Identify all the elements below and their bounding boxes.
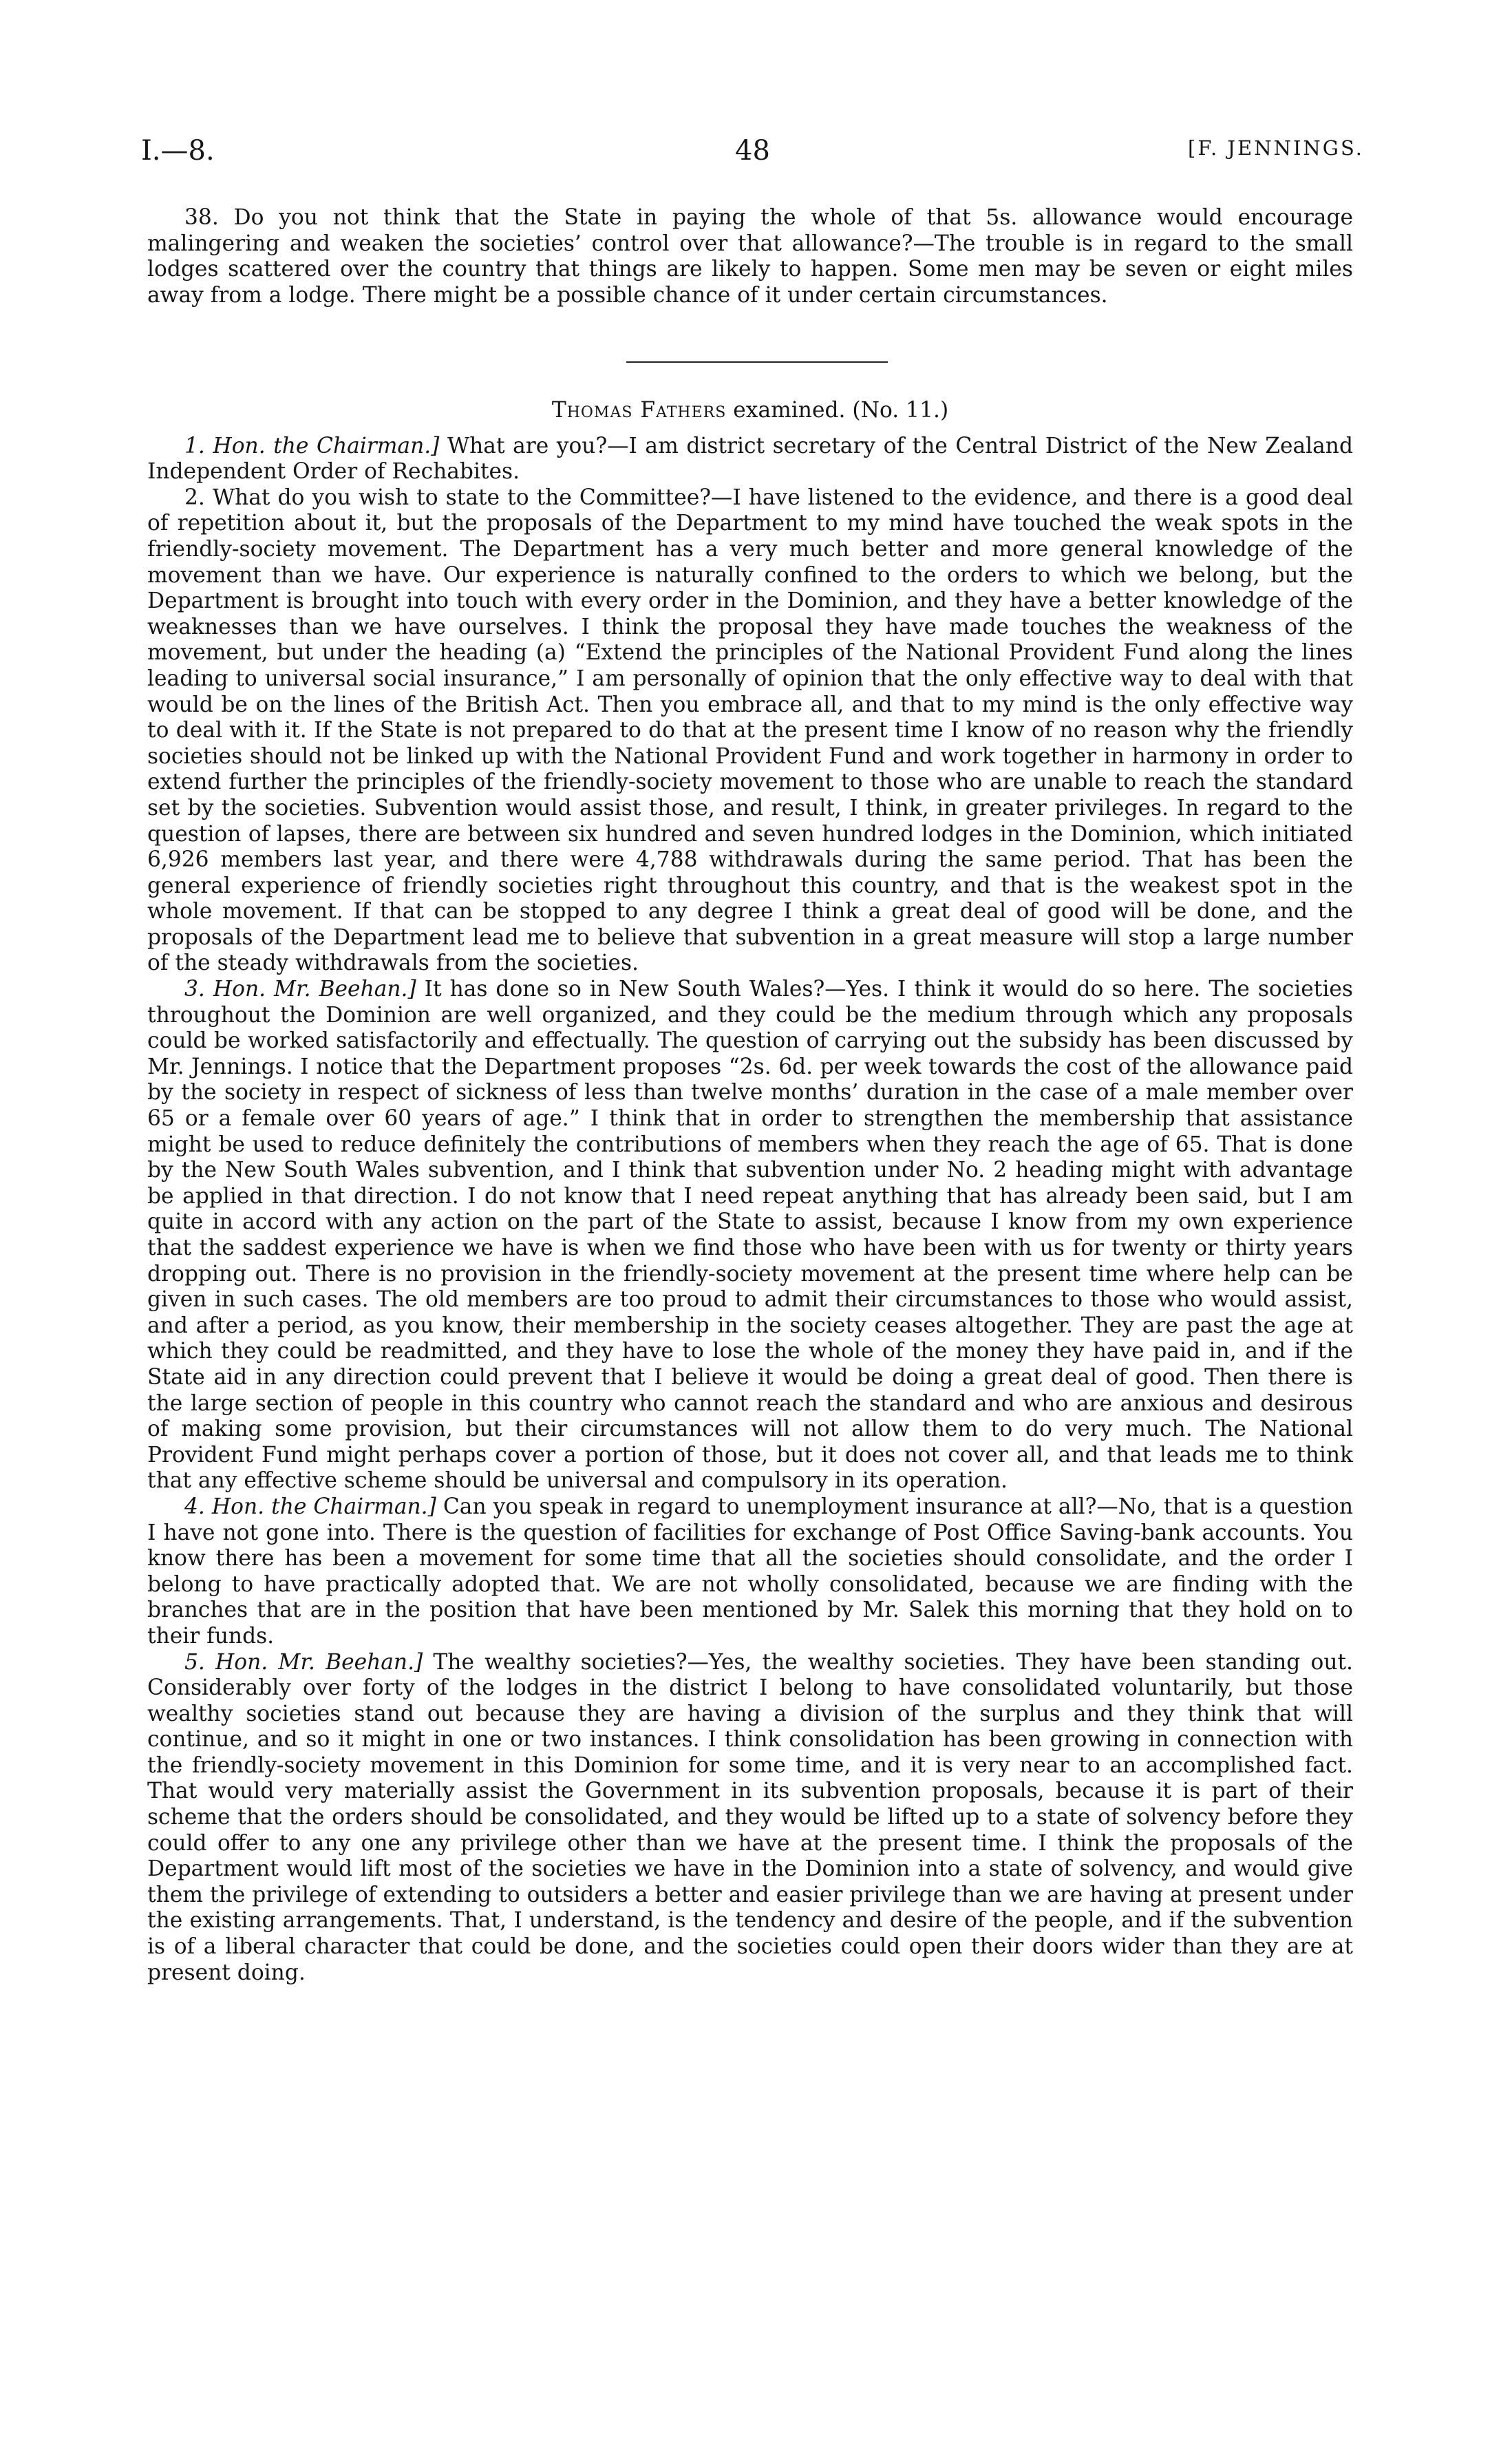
question-speaker: 1. Hon. the Chairman.] <box>184 433 440 458</box>
carryover-block <box>147 205 1353 308</box>
witness-name: Thomas Fathers <box>551 398 727 423</box>
question-5-paragraph <box>147 1650 1353 1987</box>
section-heading-suffix: examined. (No. 11.) <box>726 398 949 423</box>
running-header <box>141 135 1364 176</box>
question-speaker: 5. Hon. Mr. Beehan.] <box>184 1649 423 1675</box>
question-2-paragraph <box>147 485 1353 977</box>
question-text: Can you speak in regard to unemployment insurance at all?—No, that is a question I have not gone into. There is the question of facilities for exchange of Post Office Saving-bank accounts. You know there has been a movement for some time that all the societies should consolidate, and the order I belong to have practically adopted that. We are not wholly consolidated, because we are finding with the branches that are in the position that have been mentioned by Mr. Salek this morning that they hold on to their funds. <box>147 1494 1353 1649</box>
header-page-number: 48 <box>735 135 770 167</box>
question-3-paragraph <box>147 977 1353 1494</box>
question-1-paragraph <box>147 434 1353 485</box>
question-speaker: 3. Hon. Mr. Beehan.] <box>184 977 416 1002</box>
header-series-code: I.—8. <box>141 135 215 167</box>
section-divider <box>626 361 888 363</box>
question-speaker: 4. Hon. the Chairman.] <box>184 1494 436 1519</box>
question-38-paragraph: 38. Do you not think that the State in paying the whole of that 5s. allowance would encourage malingering and weaken the societies’ control over that allowance?—The trouble is in regard to the small lodges scattered over the country that things are likely to happen. Some men may be seven or eight miles away from a lodge. There might be a possible chance of it under certain circumstances. <box>147 205 1353 308</box>
question-text: The wealthy societies?—Yes, the wealthy societies. They have been standing out. Considerably over forty of the lodges in the district I belong to have consolidated voluntarily, but those wealthy societies stand out because they are having a division of the surplus and they think that will continue, and so it might in one or two instances. I think consolidation has been growing in connection with the friendly-society movement in this Dominion for some time, and it is very near to an accomplished fact. That would very materially assist the Government in its subvention proposals, because it is part of their scheme that the orders should be consolidated, and they would be lifted up to a state of solvency before they could offer to any one any privilege other than we have at the present time. I think the proposals of the Department would lift most of the societies we have in the Dominion into a state of solvency, and would give them the privilege of extending to outsiders a better and easier privilege than we are having at present under the existing arrangements. That, I understand, is the tendency and desire of the people, and if the subvention is of a liberal character that could be done, and the societies could open their doors wider than they are at present doing. <box>147 1649 1354 1985</box>
question-text: 2. What do you wish to state to the Committee?—I have listened to the evidence, and there is a good deal of repetition about it, but the proposals of the Department to my mind have touched the weak spots in the friendly-society movement. The Department has a very much better and more general knowledge of the movement than we have. Our experience is naturally confined to the orders to which we belong, but the Department is brought into touch with every order in the Dominion, and they have a better knowledge of the weaknesses than we have ourselves. I think the proposal they have made touches the weakness of the movement, but under the heading (a) “Extend the principles of the National Provident Fund along the lines leading to universal social insurance,” I am personally of opinion that the only effective way to deal with that would be on the lines of the British Act. Then you embrace all, and that to my mind is the only effective way to deal with it. If the State is not prepared to do that at the present time I know of no reason why the friendly societies should not be linked up with the National Provident Fund and work together in harmony in order to extend further the principles of the friendly-society movement to those who are unable to reach the standard set by the societies. Subvention would assist those, and result, I think, in greater privileges. In regard to the question of lapses, there are between six hundred and seven hundred lodges in the Dominion, which initiated 6,926 members last year, and there were 4,788 withdrawals during the same period. That has been the general experience of friendly societies right throughout this country, and that is the weakest spot in the whole movement. If that can be stopped to any degree I think a great deal of good will be done, and the proposals of the Department lead me to believe that subvention in a great measure will stop a large number of the steady withdrawals from the societies. <box>147 485 1353 976</box>
section-heading <box>147 398 1353 424</box>
question-4-paragraph <box>147 1494 1353 1650</box>
testimony-block <box>147 398 1353 1986</box>
question-text: It has done so in New South Wales?—Yes. I think it would do so here. The societies throughout the Dominion are well organized, and they could be the medium through which any proposals could be worked satisfactorily and effectually. The question of carrying out the subsidy has been discussed by Mr. Jennings. I notice that the Department proposes “2s. 6d. per week towards the cost of the allowance paid by the society in respect of sickness of less than twelve months’ duration in the case of a male member over 65 or a female over 60 years of age.” I think that in order to strengthen the membership that assistance might be used to reduce definitely the contributions of members when they reach the age of 65. That is done by the New South Wales subvention, and I think that subvention under No. 2 heading might with advantage be applied in that direction. I do not know that I need repeat anything that has already been said, but I am quite in accord with any action on the part of the State to assist, because I know from my own experience that the saddest experience we have is when we find those who have been with us for twenty or thirty years dropping out. There is no provision in the friendly-society movement at the present time where help can be given in such cases. The old members are too proud to admit their circumstances to those who would assist, and after a period, as you know, their membership in the society ceases altogether. They are past the age at which they could be readmitted, and they have to lose the whole of the money they have paid in, and if the State aid in any direction could prevent that I believe it would be doing a great deal of good. Then there is the large section of people in this country who cannot reach the standard and who are anxious and desirous of making some provision, but their circumstances will not allow them to do very much. The National Provident Fund might perhaps cover a portion of those, but it does not cover all, and that leads me to think that any effective scheme should be universal and compulsory in its operation. <box>147 977 1353 1494</box>
question-text: What are you?—I am district secretary of the Central District of the New Zealand Independent Order of Rechabites. <box>147 433 1353 485</box>
header-witness-name: [F. JENNINGS. <box>1188 136 1364 160</box>
